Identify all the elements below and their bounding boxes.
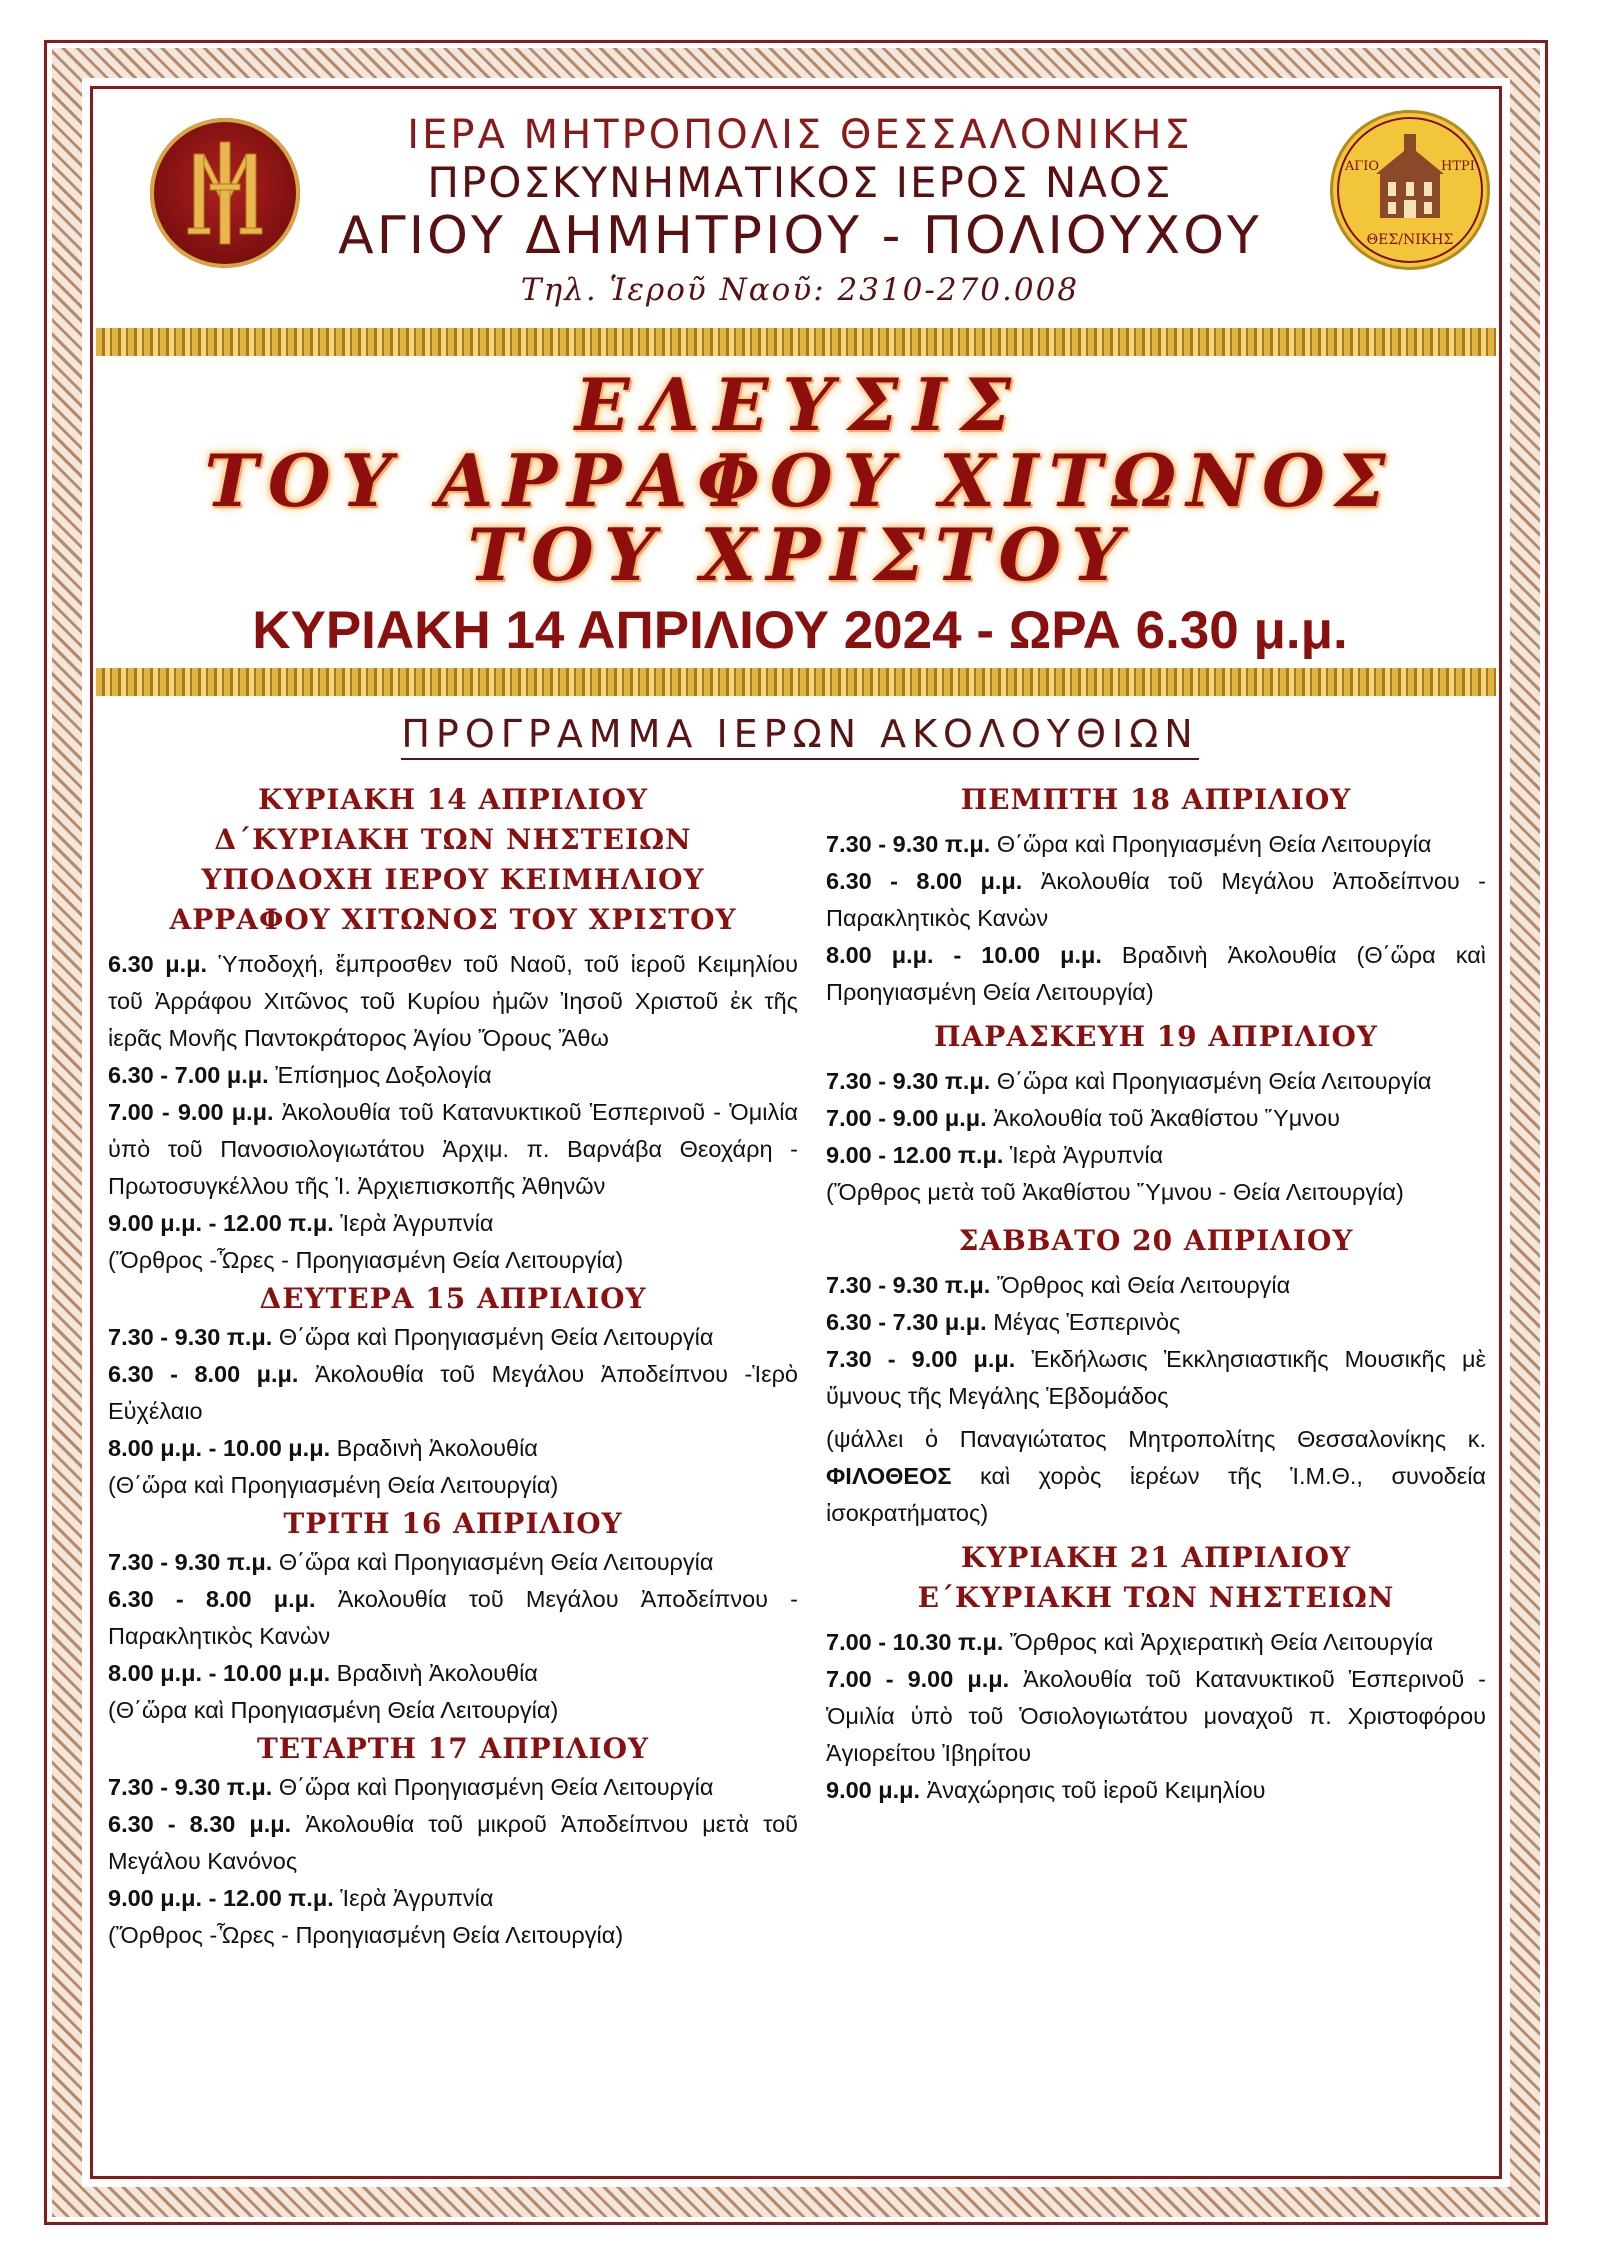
entry-text: Θ΄ὥρα καὶ Προηγιασμένη Θεία Λειτουργία [996,1068,1432,1094]
schedule-entry [826,863,1486,937]
entry-note [826,1421,1486,1532]
schedule-entry [826,1100,1486,1137]
entry-time: 7.30 - 9.30 π.μ. [826,1272,991,1298]
entry-note: (Ὄρθρος -Ὧρες - Προηγιασμένη Θεία Λειτουργία) [108,1247,624,1273]
entry-text: Ἀκολουθία τοῦ μικροῦ Ἀποδείπνου μετὰ τοῦ Μεγάλου Κανόνος [108,1811,799,1874]
entry-text: Ὄρθρος καὶ Θεία Λειτουργία [996,1272,1291,1298]
schedule-entry [108,1581,798,1655]
entry-text: Ἱερὰ Ἀγρυπνία [340,1885,494,1911]
note-metropolitan-name: ΦΙΛΟΘΕΟΣ [826,1463,952,1489]
church-type: ΠΡΟΣΚΥΝΗΜΑΤΙΚΟΣ ΙΕΡΟΣ ΝΑΟΣ [427,158,1173,207]
metropolis-name: ΙΕΡΑ ΜΗΤΡΟΠΟΛΙΣ ΘΕΣΣΑΛΟΝΙΚΗΣ [407,112,1193,158]
gold-divider-bottom [96,668,1496,696]
svg-text:ΗΤΡΙ: ΗΤΡΙ [1441,159,1475,174]
entry-time: 7.30 - 9.30 π.μ. [826,831,991,857]
event-title-line1: ΕΛΕΥΣΙΣ [574,362,1026,447]
entry-text: Ἱερὰ Ἀγρυπνία [1009,1142,1164,1168]
schedule-entry [826,1661,1486,1772]
entry-text: Θ΄ὥρα καὶ Προηγιασμένη Θεία Λειτουργία [278,1324,714,1350]
event-date: ΚΥΡΙΑΚΗ 14 ΑΠΡΙΛΙΟΥ 2024 - ΩΡΑ 6.30 μ.μ. [252,601,1348,660]
entry-time: 6.30 - 8.00 μ.μ. [108,1361,299,1387]
event-title-line3: ΤΟΥ ΧΡΙΣΤΟΥ [467,512,1133,597]
schedule-entry [108,1319,798,1356]
entry-text: Ὄρθρος καὶ Ἀρχιερατικὴ Θεία Λειτουργία [1009,1629,1434,1655]
entry-text: Ἀναχώρησις τοῦ ἱεροῦ Κειμηλίου [926,1777,1266,1803]
day-heading: ΚΥΡΙΑΚΗ 14 ΑΠΡΙΛΙΟΥ [258,783,648,816]
schedule-entry [826,937,1486,1011]
entry-time: 7.00 - 9.00 μ.μ. [826,1105,987,1131]
entry-text: Ἱερὰ Ἀγρυπνία [340,1210,494,1236]
day-sunday-14 [108,780,798,1279]
entry-time: 8.00 μ.μ. - 10.00 μ.μ. [826,942,1102,968]
day-subheading: ΑΡΡΑΦΟΥ ΧΙΤΩΝΟΣ ΤΟΥ ΧΡΙΣΤΟΥ [169,903,737,936]
note-part: (ψάλλει ὁ Παναγιώτατος Μητροπολίτης Θεσσαλονίκης κ. [826,1426,1486,1452]
note-part: καὶ χορὸς ἱερέων τῆς Ἱ.Μ.Θ., συνοδεία ἰσοκρατήματος) [826,1463,1486,1526]
entry-note: (Ὄρθρος μετὰ τοῦ Ἀκαθίστου Ὕμνου - Θεία Λειτουργία) [826,1179,1404,1205]
schedule-entry [108,946,798,1057]
entry-time: 9.00 - 12.00 π.μ. [826,1142,1004,1168]
day-tuesday-16 [108,1504,798,1729]
entry-time: 6.30 - 8.00 μ.μ. [826,868,1023,894]
day-sunday-21 [826,1538,1486,1809]
entry-text: Βραδινὴ Ἀκολουθία [336,1660,538,1686]
schedule-entry [108,1655,798,1692]
entry-time: 7.00 - 9.00 μ.μ. [108,1099,274,1125]
day-wednesday-17 [108,1729,798,1954]
entry-text: Ἀκολουθία τοῦ Μεγάλου Ἀποδείπνου - Παρακλητικὸς Κανὼν [108,1586,798,1649]
schedule-entry [826,1772,1486,1809]
schedule-entry [108,1430,798,1467]
schedule-entry [826,1624,1486,1661]
entry-time: 9.00 μ.μ. [826,1777,921,1803]
entry-time: 6.30 μ.μ. [108,951,208,977]
entry-time: 8.00 μ.μ. - 10.00 μ.μ. [108,1660,331,1686]
day-subheading: Ε΄ΚΥΡΙΑΚΗ ΤΩΝ ΝΗΣΤΕΙΩΝ [917,1581,1395,1614]
schedule-right-column [826,780,1486,1809]
svg-text:ΘΕΣ/ΝΙΚΗΣ: ΘΕΣ/ΝΙΚΗΣ [1366,232,1454,248]
schedule-entry [826,1267,1486,1304]
entry-text: Θ΄ὥρα καὶ Προηγιασμένη Θεία Λειτουργία [278,1549,714,1575]
entry-time: 7.30 - 9.00 μ.μ. [826,1346,1016,1372]
program-title [0,712,1600,756]
entry-text: Θ΄ὥρα καὶ Προηγιασμένη Θεία Λειτουργία [278,1774,714,1800]
schedule-entry [826,1341,1486,1415]
schedule-entry [108,1769,798,1806]
day-friday-19 [826,1017,1486,1211]
entry-time: 7.30 - 9.30 π.μ. [108,1774,273,1800]
schedule-entry [108,1057,798,1094]
entry-text: Μέγας Ἑσπερινὸς [993,1309,1181,1335]
entry-time: 9.00 μ.μ. - 12.00 π.μ. [108,1885,334,1911]
day-heading: ΠΕΜΠΤΗ 18 ΑΠΡΙΛΙΟΥ [960,783,1352,816]
day-heading: ΤΡΙΤΗ 16 ΑΠΡΙΛΙΟΥ [283,1507,623,1540]
entry-note: (Ὄρθρος -Ὧρες - Προηγιασμένη Θεία Λειτουργία) [108,1922,624,1948]
day-heading: ΣΑΒΒΑΤΟ 20 ΑΠΡΙΛΙΟΥ [958,1224,1354,1257]
schedule-entry [826,1304,1486,1341]
schedule-entry [826,1063,1486,1100]
entry-text: Βραδινὴ Ἀκολουθία (Θ΄ὥρα καὶ Προηγιασμένη Θεία Λειτουργία) [826,942,1486,1005]
day-thursday-18 [826,780,1486,1011]
schedule-left-column [108,780,798,1954]
church-phone: Τηλ. Ἱεροῦ Ναοῦ: 2310-270.008 [520,272,1080,308]
entry-time: 7.00 - 10.30 π.μ. [826,1629,1004,1655]
day-saturday-20 [826,1221,1486,1532]
schedule-entry [108,1094,798,1205]
day-heading: ΤΕΤΑΡΤΗ 17 ΑΠΡΙΛΙΟΥ [256,1732,650,1765]
entry-text: Θ΄ὥρα καὶ Προηγιασμένη Θεία Λειτουργία [996,831,1432,857]
entry-time: 6.30 - 8.30 μ.μ. [108,1811,292,1837]
entry-text: Ἀκολουθία τοῦ Κατανυκτικοῦ Ἑσπερινοῦ - Ὁμιλία ὑπὸ τοῦ Πανοσιολογιωτάτου Ἀρχιμ. π. Βαρνάβα Θεοχάρη - Πρωτοσυγκέλλου τῆς Ἱ. Ἀρχιεπισκοπῆς Ἀθηνῶν [108,1099,799,1199]
entry-time: 6.30 - 7.00 μ.μ. [108,1062,269,1088]
schedule-entry [826,826,1486,863]
day-heading: ΚΥΡΙΑΚΗ 21 ΑΠΡΙΛΙΟΥ [961,1541,1351,1574]
entry-text: Ἀκολουθία τοῦ Μεγάλου Ἀποδείπνου - Παρακλητικὸς Κανὼν [826,868,1486,931]
entry-time: 6.30 - 7.30 μ.μ. [826,1309,987,1335]
entry-note: (Θ΄ὥρα καὶ Προηγιασμένη Θεία Λειτουργία) [108,1472,559,1498]
day-monday-15 [108,1279,798,1504]
schedule-entry [826,1137,1486,1174]
schedule-entry [108,1880,798,1917]
entry-text: Ἀκολουθία τοῦ Ἀκαθίστου Ὕμνου [993,1105,1340,1131]
entry-text: Ἀκολουθία τοῦ Μεγάλου Ἀποδείπνου -Ἱερὸ Εὐχέλαιο [108,1361,799,1424]
schedule-entry [108,1806,798,1880]
entry-text: Ἐπίσημος Δοξολογία [275,1062,492,1088]
entry-text: Ἐκδήλωσις Ἐκκλησιαστικῆς Μουσικῆς μὲ ὕμνους τῆς Μεγάλης Ἑβδομάδος [826,1346,1487,1409]
schedule-entry [108,1356,798,1430]
entry-time: 6.30 - 8.00 μ.μ. [108,1586,316,1612]
entry-time: 9.00 μ.μ. - 12.00 π.μ. [108,1210,334,1236]
day-heading: ΔΕΥΤΕΡΑ 15 ΑΠΡΙΛΙΟΥ [259,1282,647,1315]
entry-time: 8.00 μ.μ. - 10.00 μ.μ. [108,1435,331,1461]
day-subheading: ΥΠΟΔΟΧΗ ΙΕΡΟΥ ΚΕΙΜΗΛΙΟΥ [201,863,705,896]
entry-note: (Θ΄ὥρα καὶ Προηγιασμένη Θεία Λειτουργία) [108,1697,559,1723]
event-title-line2: ΤΟΥ ΑΡΡΑΦΟΥ ΧΙΤΩΝΟΣ [204,438,1396,523]
schedule-entry [108,1205,798,1242]
entry-time: 7.30 - 9.30 π.μ. [108,1324,273,1350]
program-title-text: ΠΡΟΓΡΑΜΜΑ ΙΕΡΩΝ ΑΚΟΛΟΥΘΙΩΝ [401,712,1198,760]
day-heading: ΠΑΡΑΣΚΕΥΗ 19 ΑΠΡΙΛΙΟΥ [934,1020,1378,1053]
gold-divider-top [96,328,1496,356]
day-subheading: Δ΄ΚΥΡΙΑΚΗ ΤΩΝ ΝΗΣΤΕΙΩΝ [214,823,692,856]
entry-time: 7.30 - 9.30 π.μ. [108,1549,273,1575]
entry-text: Ἀκολουθία τοῦ Κατανυκτικοῦ Ἑσπερινοῦ - Ὁμιλία ὑπὸ τοῦ Ὁσιολογιωτάτου μοναχοῦ π. Χριστοφόρου Ἁγιορείτου Ἰβηρίτου [826,1666,1487,1766]
entry-time: 7.00 - 9.00 μ.μ. [826,1666,1010,1692]
svg-text:ΑΓΙΟ: ΑΓΙΟ [1344,159,1380,174]
entry-text: Βραδινὴ Ἀκολουθία [336,1435,538,1461]
entry-time: 7.30 - 9.30 π.μ. [826,1068,991,1094]
church-name: ΑΓΙΟΥ ΔΗΜΗΤΡΙΟΥ - ΠΟΛΙΟΥΧΟΥ [338,206,1262,266]
schedule-entry [108,1544,798,1581]
entry-text: Ὑποδοχή, ἔμπροσθεν τοῦ Ναοῦ, τοῦ ἱεροῦ Κειμηλίου τοῦ Ἀρράφου Χιτῶνος τοῦ Κυρίου ἡμῶν Ἰησοῦ Χριστοῦ ἐκ τῆς ἱερᾶς Μονῆς Παντοκράτορος Ἁγίου Ὄρους Ἄθω [108,951,798,1051]
